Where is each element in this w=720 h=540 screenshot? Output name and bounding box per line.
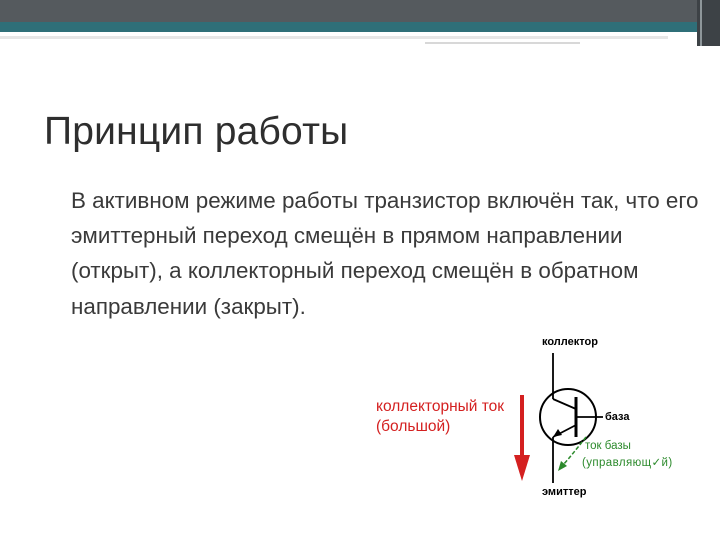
base-current-label-line1: ток базы xyxy=(585,440,631,452)
base-current-label-line2-start: (управляющ xyxy=(582,457,652,469)
header-accent-line-short xyxy=(425,42,580,44)
slide-header-band xyxy=(0,0,720,46)
base-label: база xyxy=(605,411,630,423)
collector-label: коллектор xyxy=(542,336,598,348)
npn-transistor-symbol xyxy=(540,389,603,445)
collector-current-label-line2: (большой) xyxy=(376,418,451,435)
header-corner-line xyxy=(700,0,702,46)
collector-current-label-line1: коллекторный ток xyxy=(376,398,505,415)
header-accent-line xyxy=(0,36,668,39)
slide-title: Принцип работы xyxy=(44,110,349,153)
base-current-label-line2-end: й) xyxy=(661,457,673,469)
base-current-label-glyph: ✓ xyxy=(651,457,662,469)
emitter-label: эмиттер xyxy=(542,486,587,498)
collector-current-arrow xyxy=(514,395,530,481)
base-current-label-line2 xyxy=(582,457,673,469)
header-dark-strip xyxy=(0,0,720,22)
slide-body-text: В активном режиме работы транзистор включён так, что его эмиттерный переход смещён в прямом направлении (открыт), а коллекторный переход смещён в обратном направлении (закрыт). xyxy=(71,188,699,319)
transistor-diagram xyxy=(360,325,700,500)
header-teal-strip xyxy=(0,22,720,32)
